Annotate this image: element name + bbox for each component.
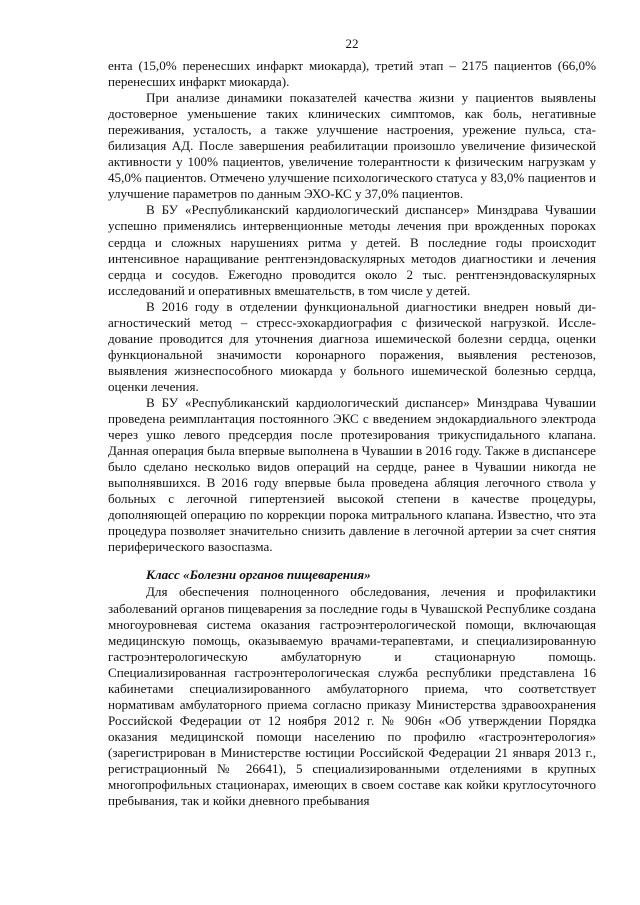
document-page bbox=[108, 36, 596, 809]
paragraph-gastroenterology: Для обеспечения полноценного обследования, лечения и профилактики заболеваний органов пищеварения за последние годы в Чувашской Республике создана многоуровневая система оказания гастроэнтерологической помощи, включающая медицинскую помощь, оказываемую врачами-терапевтами, и специализированную гастроэнтерологическую амбулаторную и стационарную помощь. Специализированная гастроэнтерологическая служба республики представлена 16 кабинетами специализированного амбулаторного приема, что соответствует нормативам амбулаторного приема согласно приказу Министерства здравоохранения Российской Федерации от 12 ноября 2012 г. № 906н «Об утверждении Порядка оказания медицинской помощи населению по профилю «гастроэнтерология» (зарегистрирован в Министерстве юстиции Российской Федерации 21 января 2013 г., регистрационный № 26641), 5 специализированными отделениями в крупных многопрофильных стационарах, имеющих в своем составе как койки круглосуточного пребывания, так и койки дневного пребывания bbox=[108, 584, 596, 809]
paragraph-interventional-methods: В БУ «Республиканский кардиологический диспансер» Минздрава Чувашии успешно применялись интервенционные методы лечения при врожденных пороках сердца и сложных нарушениях ритма у детей. В последние годы происходит интенсивное наращивание рентгенэндоваскулярных методов диагностики и лечения сердца и сосудов. Ежегодно проводится около 2 тыс. рентгенэндоваскулярных исследований и оперативных вмешательств, в том числе у детей. bbox=[108, 202, 596, 298]
paragraph-pacemaker-reimplantation: В БУ «Республиканский кардиологический диспансер» Минздрава Чувашии проведена реимплантация постоянного ЭКС с введением эндокардиального электрода через ушко левого предсердия после протезирования трикуспидального клапана. Данная операция была впервые выполнена в Чувашии в 2016 году. Также в диспансере было сделано несколько видов операций на сердце, ранее в Чувашии никогда не выполнявшихся. В 2016 году впервые была проведена абляция легочного ствола у больных с легочной гипертензией высокой степени в качестве процедуры, дополняющей операцию по коррекции порока митрального клапана. Известно, что эта процедура позволяет значительно снизить давление в легочной артерии за счет снятия периферического вазоспазма. bbox=[108, 394, 596, 555]
section-spacer bbox=[108, 555, 596, 561]
paragraph-stress-echocardiography: В 2016 году в отделении функциональной диагностики внедрен новый диагностический метод – стресс-эхокардиография с физической нагрузкой. Исследование проводится для уточнения диагноза ишемической болезни сердца, оценки функциональной значимости коронарного поражения, выявления рестенозов, выявления жизнеспособного миокарда у больного ишемической болезнью сердца, оценки лечения. bbox=[108, 298, 596, 394]
paragraph-continuation: ента (15,0% перенесших инфаркт миокарда), третий этап – 2175 пациентов (66,0% перенесших инфаркт миокарда). bbox=[108, 58, 596, 90]
section-heading: Класс «Болезни органов пищеварения» bbox=[146, 567, 371, 583]
page-number: 22 bbox=[345, 36, 359, 51]
paragraph-quality-of-life: При анализе динамики показателей качества жизни у пациентов выявлены достоверное уменьшение таких клинических симптомов, как боль, негативные переживания, усталость, а также улучшение настроения, урежение пульса, стабилизация АД. После завершения реабилитации произошло увеличение физической активности у 100% пациентов, увеличение толерантности к физическим нагрузкам у 45,0% пациентов. Отмечено улучшение психологического статуса у 83,0% пациентов и улучшение параметров по данным ЭХО-КС у 37,0% пациентов. bbox=[108, 90, 596, 202]
